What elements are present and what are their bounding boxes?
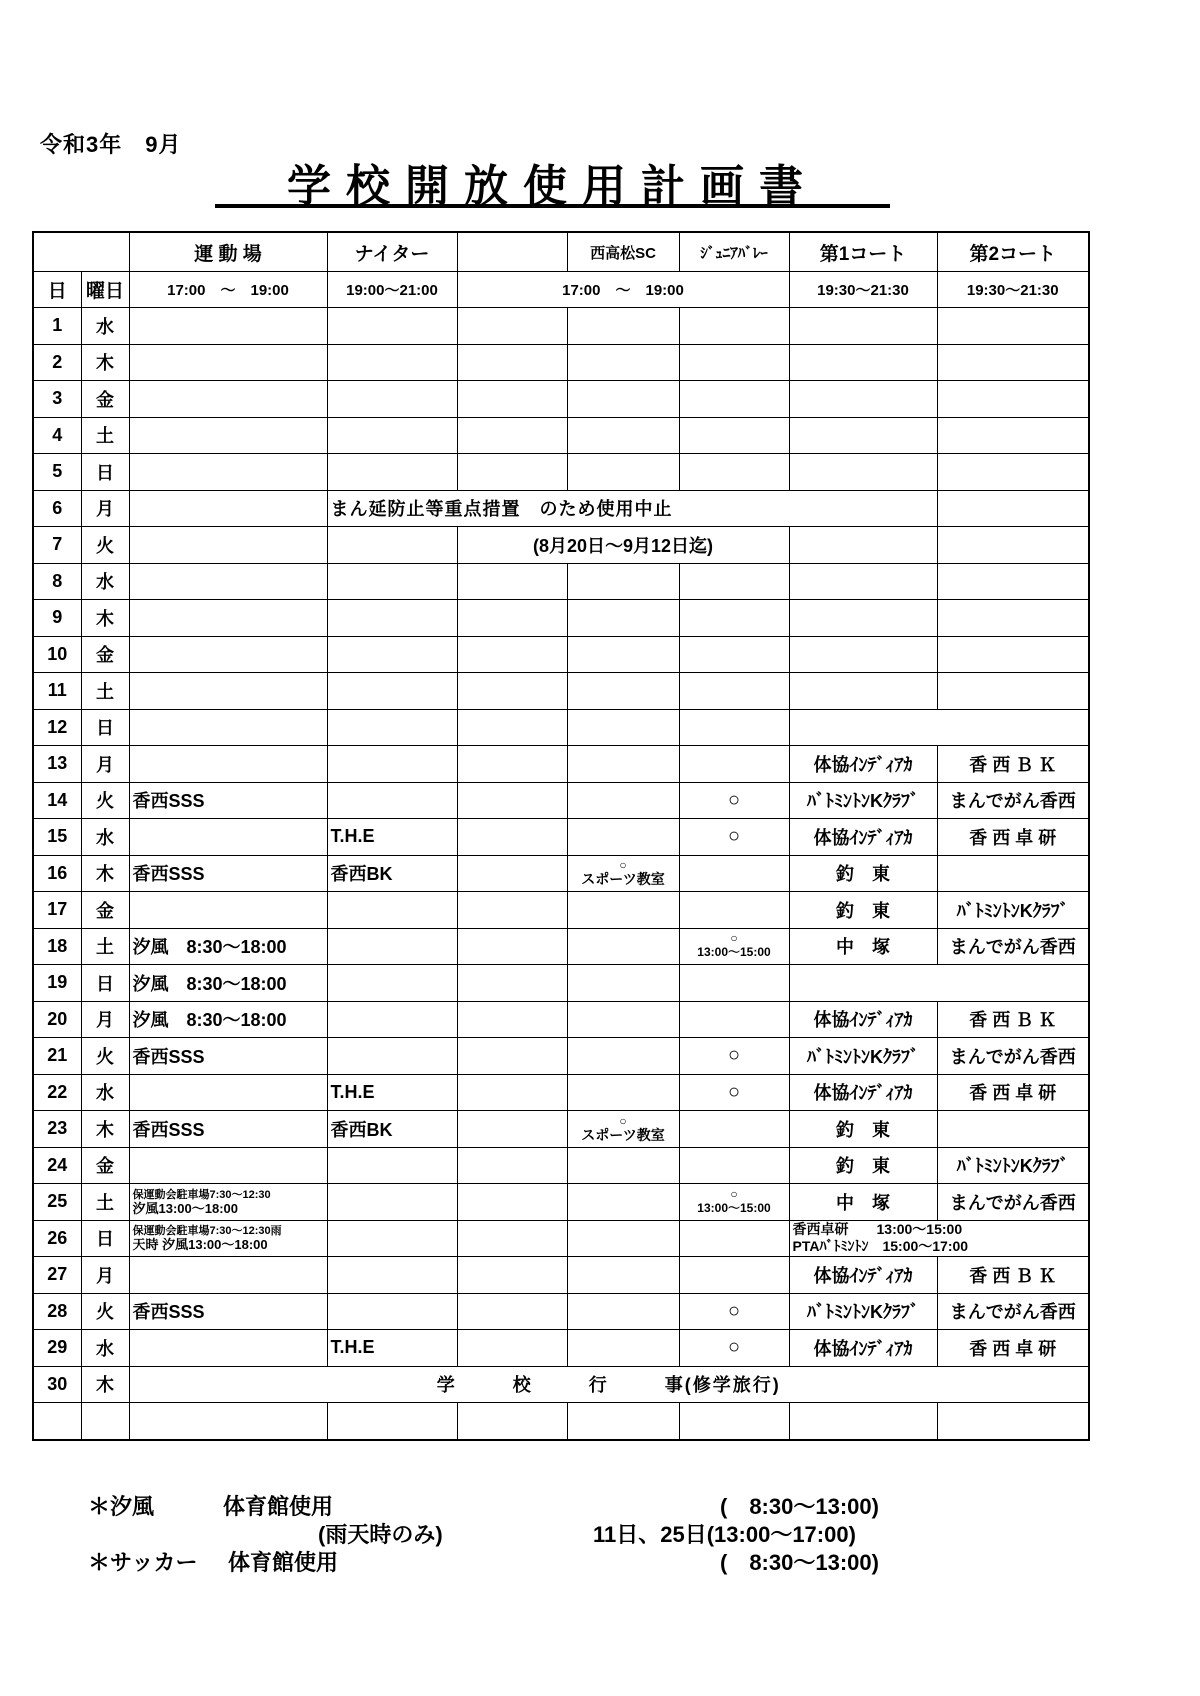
note-time: ( 8:30～13:00): [720, 1494, 879, 1519]
ground-entry: 香西SSS: [129, 1111, 327, 1148]
table-row: [33, 782, 1089, 819]
weekday-cell: 日: [81, 1220, 129, 1257]
time-court2: 19:30～21:30: [937, 272, 1089, 308]
note-soccer: [88, 1546, 948, 1574]
circle-mark: ○: [730, 931, 738, 946]
weekday-cell: 土: [81, 928, 129, 965]
event-char: 事(修学旅行): [664, 1375, 781, 1396]
circle-mark: ○: [727, 1299, 741, 1322]
day-cell: 19: [33, 965, 81, 1002]
day-cell: 12: [33, 709, 81, 746]
day-cell: 16: [33, 855, 81, 892]
table-row: [33, 600, 1089, 637]
court1-entry: 釣 東: [789, 1147, 937, 1184]
court2-entry: 香 西 卓 研: [937, 1074, 1089, 1111]
day-cell: 17: [33, 892, 81, 929]
court1-entry: 体協ｲﾝﾃﾞｨｱｶ: [789, 819, 937, 856]
court2-entry: 香 西 Ｂ Ｋ: [937, 746, 1089, 783]
ground-entry: 香西SSS: [129, 855, 327, 892]
day-cell: 15: [33, 819, 81, 856]
table-row: [33, 1330, 1089, 1367]
court-entry-line1: 香西卓研 13:00～15:00: [792, 1221, 963, 1238]
header-day: 日: [33, 272, 81, 308]
table-row: [33, 1111, 1089, 1148]
era-date: 令和3年 9月: [40, 132, 182, 157]
weekday-cell: 水: [81, 563, 129, 600]
header-blank-mid: [457, 232, 567, 272]
weekday-cell: 月: [81, 490, 129, 527]
circle-mark: ○: [727, 825, 741, 848]
table-row: [33, 746, 1089, 783]
circle-mark: ○: [730, 1186, 738, 1201]
weekday-cell: 日: [81, 709, 129, 746]
page-title: 学校開放使用計画書: [287, 162, 818, 211]
schedule-table: [32, 231, 1090, 1441]
day-cell: 29: [33, 1330, 81, 1367]
day-cell: 2: [33, 344, 81, 381]
ground-entry: 汐風 8:30～18:00: [129, 965, 327, 1002]
header-blank: [33, 232, 129, 272]
weekday-cell: 火: [81, 1038, 129, 1075]
weekday-cell: 土: [81, 1184, 129, 1221]
note-sub: (雨天時のみ): [318, 1522, 443, 1547]
court1-entry: ﾊﾞﾄﾐﾝﾄﾝKｸﾗﾌﾞ: [789, 1293, 937, 1330]
table-row: [33, 1293, 1089, 1330]
day-cell: 4: [33, 417, 81, 454]
weekday-cell: 水: [81, 308, 129, 345]
day-cell: 18: [33, 928, 81, 965]
weekday-cell: 火: [81, 782, 129, 819]
table-row: [33, 1001, 1089, 1038]
table-row: [33, 1147, 1089, 1184]
suspension-notice: まん延防止等重点措置 のため使用中止: [327, 490, 937, 527]
table-row: [33, 308, 1089, 345]
day-cell: 9: [33, 600, 81, 637]
day-cell: 7: [33, 527, 81, 564]
day-cell: 25: [33, 1184, 81, 1221]
day-cell: 28: [33, 1293, 81, 1330]
day-cell: 6: [33, 490, 81, 527]
table-row: [33, 1220, 1089, 1257]
weekday-cell: 木: [81, 1111, 129, 1148]
table-row: [33, 1184, 1089, 1221]
table-row: [33, 454, 1089, 491]
nighter-entry: T.H.E: [327, 1330, 457, 1367]
day-cell: 3: [33, 381, 81, 418]
ground-entry-line1: 保運動会駐車場7:30～12:30雨: [132, 1225, 282, 1238]
note-time: ( 8:30～13:00): [720, 1550, 879, 1575]
court2-entry: まんでがん香西: [937, 782, 1089, 819]
table-row: [33, 892, 1089, 929]
day-cell: 21: [33, 1038, 81, 1075]
header-row: [33, 232, 1089, 272]
event-char: 学: [436, 1375, 457, 1396]
event-char: 校: [512, 1375, 533, 1396]
day-cell: 24: [33, 1147, 81, 1184]
school-event: [129, 1366, 1089, 1403]
ground-entry: 汐風 8:30～18:00: [129, 928, 327, 965]
weekday-cell: 日: [81, 454, 129, 491]
header-nighter: ナイター: [327, 232, 457, 272]
header-weekday: 曜日: [81, 272, 129, 308]
court2-entry: 香 西 Ｂ Ｋ: [937, 1001, 1089, 1038]
note-days: 11日、25日(13:00～17:00): [593, 1522, 856, 1547]
weekday-cell: 水: [81, 819, 129, 856]
nighter-entry: 香西BK: [327, 855, 457, 892]
time-row: [33, 272, 1089, 308]
day-cell: 14: [33, 782, 81, 819]
table-row: [33, 1074, 1089, 1111]
nighter-entry: 香西BK: [327, 1111, 457, 1148]
circle-mark: ○: [727, 1336, 741, 1359]
weekday-cell: 日: [81, 965, 129, 1002]
circle-mark: ○: [727, 1044, 741, 1067]
day-cell: 5: [33, 454, 81, 491]
table-row: [33, 636, 1089, 673]
header-junior: ｼﾞｭﾆｱﾊﾞﾚｰ: [679, 232, 789, 272]
day-cell: 26: [33, 1220, 81, 1257]
time-nighter: 19:00～21:00: [327, 272, 457, 308]
court2-entry: まんでがん香西: [937, 1184, 1089, 1221]
nighter-entry: T.H.E: [327, 1074, 457, 1111]
court1-entry: ﾊﾞﾄﾐﾝﾄﾝKｸﾗﾌﾞ: [789, 1038, 937, 1075]
day-cell: 30: [33, 1366, 81, 1403]
table-row: [33, 563, 1089, 600]
table-row: [33, 709, 1089, 746]
time-mid: 17:00 ～ 19:00: [457, 272, 789, 308]
sports-class-label: スポーツ教室: [581, 1126, 665, 1143]
junior-time: 13:00～15:00: [697, 1200, 771, 1215]
ground-entry-line2: 汐風13:00～18:00: [132, 1200, 238, 1216]
table-row: [33, 490, 1089, 527]
weekday-cell: 土: [81, 417, 129, 454]
court2-entry: 香 西 Ｂ Ｋ: [937, 1257, 1089, 1294]
weekday-cell: 水: [81, 1330, 129, 1367]
day-cell: 22: [33, 1074, 81, 1111]
court1-entry: 中 塚: [789, 1184, 937, 1221]
circle-mark: ○: [727, 1080, 741, 1103]
table-row: [33, 819, 1089, 856]
table-row: [33, 344, 1089, 381]
table-row: [33, 855, 1089, 892]
weekday-cell: 金: [81, 636, 129, 673]
note-label: ＊サッカー: [88, 1550, 198, 1575]
court2-entry: まんでがん香西: [937, 1038, 1089, 1075]
header-ground: 運 動 場: [129, 232, 327, 272]
header-court2: 第2コート: [937, 232, 1089, 272]
weekday-cell: 月: [81, 1001, 129, 1038]
court1-entry: 釣 東: [789, 855, 937, 892]
table-row: [33, 1257, 1089, 1294]
weekday-cell: 土: [81, 673, 129, 710]
circle-mark: ○: [619, 858, 627, 873]
court2-entry: 香 西 卓 研: [937, 1330, 1089, 1367]
table-row: [33, 1366, 1089, 1403]
court1-entry: 体協ｲﾝﾃﾞｨｱｶ: [789, 1074, 937, 1111]
court1-entry: 釣 東: [789, 892, 937, 929]
court2-entry: まんでがん香西: [937, 928, 1089, 965]
table-row: [33, 381, 1089, 418]
court1-entry: 体協ｲﾝﾃﾞｨｱｶ: [789, 1330, 937, 1367]
note-shiokaze: [88, 1490, 948, 1518]
weekday-cell: 月: [81, 746, 129, 783]
note-rain: [88, 1518, 948, 1546]
note-use: 体育館使用: [223, 1494, 334, 1519]
ground-entry: 香西SSS: [129, 1038, 327, 1075]
circle-mark: ○: [619, 1113, 627, 1128]
court2-entry: ﾊﾞﾄﾐﾝﾄﾝKｸﾗﾌﾞ: [937, 892, 1089, 929]
note-use: 体育館使用: [228, 1550, 339, 1575]
weekday-cell: 火: [81, 1293, 129, 1330]
note-label: ＊汐風: [88, 1494, 155, 1519]
ground-entry: 香西SSS: [129, 1293, 327, 1330]
circle-mark: ○: [727, 788, 741, 811]
day-cell: 11: [33, 673, 81, 710]
court-entry-line2: PTAﾊﾞﾄﾐﾝﾄﾝ 15:00～17:00: [792, 1238, 969, 1255]
junior-time: 13:00～15:00: [697, 945, 771, 960]
weekday-cell: 金: [81, 381, 129, 418]
weekday-cell: 木: [81, 1366, 129, 1403]
suspension-period: (8月20日～9月12日迄): [457, 527, 789, 564]
weekday-cell: 木: [81, 344, 129, 381]
event-char: 行: [588, 1375, 609, 1396]
court1-entry: 釣 東: [789, 1111, 937, 1148]
notes: [88, 1490, 948, 1574]
weekday-cell: 木: [81, 600, 129, 637]
court2-entry: まんでがん香西: [937, 1293, 1089, 1330]
table-row: [33, 965, 1089, 1002]
weekday-cell: 火: [81, 527, 129, 564]
court1-entry: 体協ｲﾝﾃﾞｨｱｶ: [789, 1001, 937, 1038]
day-cell: 10: [33, 636, 81, 673]
ground-entry-line2: 天時 汐風13:00～18:00: [132, 1237, 268, 1253]
court2-entry: 香 西 卓 研: [937, 819, 1089, 856]
table-row: [33, 527, 1089, 564]
day-cell: 20: [33, 1001, 81, 1038]
court1-entry: 体協ｲﾝﾃﾞｨｱｶ: [789, 1257, 937, 1294]
table-row: [33, 1038, 1089, 1075]
day-cell: 1: [33, 308, 81, 345]
weekday-cell: 木: [81, 855, 129, 892]
day-cell: 8: [33, 563, 81, 600]
table-row: [33, 928, 1089, 965]
time-court1: 19:30～21:30: [789, 272, 937, 308]
weekday-cell: 金: [81, 1147, 129, 1184]
nighter-entry: T.H.E: [327, 819, 457, 856]
court1-entry: ﾊﾞﾄﾐﾝﾄﾝKｸﾗﾌﾞ: [789, 782, 937, 819]
ground-entry: 香西SSS: [129, 782, 327, 819]
ground-entry-line1: 保運動会駐車場7:30～12:30: [132, 1188, 271, 1201]
table-row-empty: [33, 1403, 1089, 1440]
sports-class-label: スポーツ教室: [581, 871, 665, 888]
header-nishitakamatsu: 西高松SC: [567, 232, 679, 272]
header-court1: 第1コート: [789, 232, 937, 272]
title-underline: [215, 204, 890, 208]
weekday-cell: 水: [81, 1074, 129, 1111]
weekday-cell: 月: [81, 1257, 129, 1294]
weekday-cell: 金: [81, 892, 129, 929]
day-cell: 13: [33, 746, 81, 783]
table-row: [33, 673, 1089, 710]
day-cell: 23: [33, 1111, 81, 1148]
court2-entry: ﾊﾞﾄﾐﾝﾄﾝKｸﾗﾌﾞ: [937, 1147, 1089, 1184]
court1-entry: 体協ｲﾝﾃﾞｨｱｶ: [789, 746, 937, 783]
ground-entry: 汐風 8:30～18:00: [129, 1001, 327, 1038]
court1-entry: 中 塚: [789, 928, 937, 965]
table-row: [33, 417, 1089, 454]
time-ground: 17:00 ～ 19:00: [129, 272, 327, 308]
day-cell: 27: [33, 1257, 81, 1294]
